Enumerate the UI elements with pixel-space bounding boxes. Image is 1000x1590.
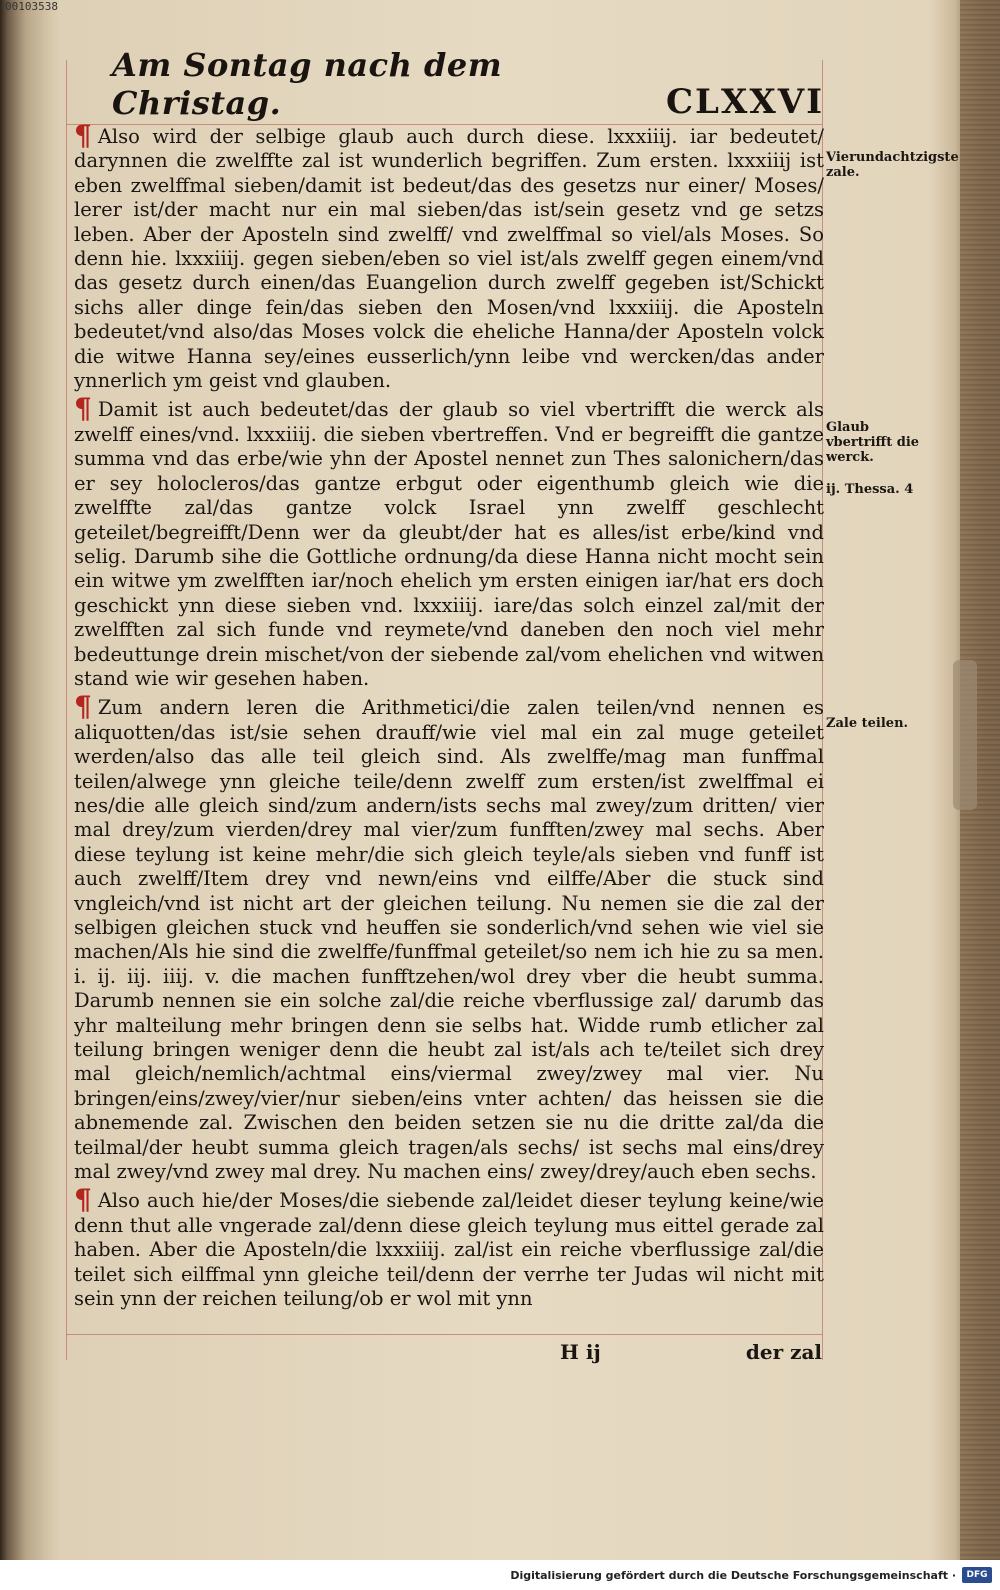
paragraph-1 — [74, 119, 824, 393]
book-tab-marker — [953, 660, 977, 810]
paragraph-text: Also wird der selbige glaub auch durch diese. lxxxiiij. iar bedeutet/ darynnen die zwelffte zal ist wunderlich begriffen. Zum ersten. lxxxiiij ist eben zwelffmal sieben/damit ist bedeut/das des gesetzs nur einer/ Moses/ lerer ist/der macht nur ein mal sieben/das ist/sein gesetz vnd ge setzs leben. Aber der Aposteln sind zwelff/ vnd zwelffmal so viel/als Moses. So denn hie. lxxxiiij. gegen sieben/eben so viel ist/als zwelff gegen einem/vnd das gesetz durch einen/das Euangelion durch zwelff gegeben ist/Schickt sichs aller dinge fein/das sieben den Mosen/vnd lxxxiiij. die Aposteln bedeutet/vnd also/das Moses volck die eheliche Hanna/der Aposteln volck die witwe Hanna sey/eines eusserlich/ynn leibe vnd wercken/das ander ynnerlich ym geist vnd glauben. — [74, 125, 824, 393]
paragraph-text: Also auch hie/der Moses/die siebende zal/leidet dieser teylung keine/wie denn thut alle vngerade zal/denn diese gleich teylung mus eittel gerade zal haben. Aber die Aposteln/die lxxxiiij. zal/ist ein reiche vberflussige zal/die teilet sich eilffmal ynn gleiche teil/denn der verrhe ter Judas wil nicht mit sein ynn der reichen teilung/ob er wol mit ynn — [74, 1189, 824, 1311]
footer-bar — [0, 1560, 1000, 1590]
running-title: Am Sontag nach dem Christag. — [112, 46, 503, 122]
pilcrow-icon: ¶ — [74, 392, 92, 426]
paragraph-2 — [74, 392, 824, 691]
folio-number: CLXXVI — [665, 82, 824, 122]
book-gutter — [0, 0, 52, 1560]
paragraph-4 — [74, 1183, 824, 1311]
margin-rule-left — [66, 60, 67, 1360]
paragraph-text: Zum andern leren die Arithmetici/die zalen teilen/vnd nennen es aliquotten/das ist/sie sehen drauff/wie viel mal ein zal muge geteilet werden/also das alle teil gleich sind. Als zwelffe/mag man funffmal teilen/alwege ynn gleiche teile/denn zwelff zum ersten/ist zwelffmal ei nes/die alle gleich sind/zum andern/ists sechs mal zwey/zum dritten/ vier mal drey/zum vierden/drey mal vier/zum funfften/zwey mal sechs. Aber diese teylung ist keine mehr/die sich gleich teyle/als sieben vnd funff ist auch zwelff/Item drey vnd newn/eins vnd eilffe/Aber die stuck sind vngleich/vnd ist nicht art der gleichen teilung. Nu nemen sie die zal der selbigen gleichen stuck vnd heuffen sie sonderlich/vnd sehen wie viel sie machen/Als hie sind die zwelffe/funffmal geteilet/so nem ich hie zu sa men. i. ij. iij. iiij. v. die machen funfftzehen/wol drey vber die heubt summa. Darumb nennen sie ein solche zal/die reiche vberflussige zal/ darumb das yhr malteilung mehr bringen denn sie selbs hat. Widde rumb etlicher zal teilung bringen weniger denn die heubt zal ist/als ach te/teilet sich drey mal gleich/nemlich/achtmal eins/viermal zwey/zwey mal vier. Nu bringen/eins/zwey/vier/nur sieben/eins vnter achten/ das heissen sie die abnemende zal. Zwischen den beiden setzen sie nu die dritte zal/da die teilmal/der heubt summa gleich tragen/als sechs/ ist sechs mal eins/drey mal zwey/vnd zwey mal drey. Nu machen eins/ zwey/drey/auch eben sechs. — [74, 696, 824, 1184]
paragraph-text: Damit ist auch bedeutet/das der glaub so viel vbertrifft die werck als zwelff eines/vnd. lxxxiiij. die sieben vbertreffen. Vnd er begreifft die gantze summa vnd das erbe/wie yhn der Apostel nennet zun Thes salonichern/das er sey holocleros/das gantze erbgut oder eigenthumb gleich wie die zwelffte zal/das gantze volck Israel ynn zwelff geschlecht geteilet/begreifft/Denn wer da gleubt/der hat es alles/ist erbe/kind vnd selig. Darumb sihe die Gottliche ordnung/da diese Hanna nicht mocht sein ein witwe ym zwelfften iar/noch ehelich ym ersten einigen iar/hat ers doch geschickt ynn diese sieben vnd. lxxxiiij. iare/das solch einzel zal/mit der zwelfften zal sich funde vnd reymete/vnd daneben den noch viel mehr bedeuttunge drein mischet/von der siebende zal/vom ehelichen vnd witwen stand wie wir gesehen haben. — [74, 398, 824, 690]
pilcrow-icon: ¶ — [74, 1183, 92, 1217]
catalog-id: 00103538 — [5, 0, 58, 13]
catchword: der zal — [745, 1340, 822, 1364]
footer-credit: Digitalisierung gefördert durch die Deutsche Forschungsgemeinschaft · — [510, 1568, 956, 1582]
pilcrow-icon: ¶ — [74, 690, 92, 724]
catchwords — [560, 1340, 822, 1364]
marginal-note-1: Vierundachtzigste zale. — [826, 150, 959, 180]
signature-mark: H ij — [560, 1340, 601, 1364]
pilcrow-icon: ¶ — [74, 119, 92, 152]
marginal-note-2: Glaub vbertrifft die werck. — [826, 420, 920, 465]
body-text — [74, 119, 824, 1316]
dfg-logo-icon: DFG — [962, 1567, 992, 1583]
page-header — [112, 46, 824, 122]
marginal-note-4: Zale teilen. — [826, 716, 909, 731]
marginal-note-3: ij. Thessa. 4 — [826, 482, 914, 497]
paragraph-3 — [74, 690, 824, 1184]
margin-rule-bottom — [66, 1334, 823, 1335]
